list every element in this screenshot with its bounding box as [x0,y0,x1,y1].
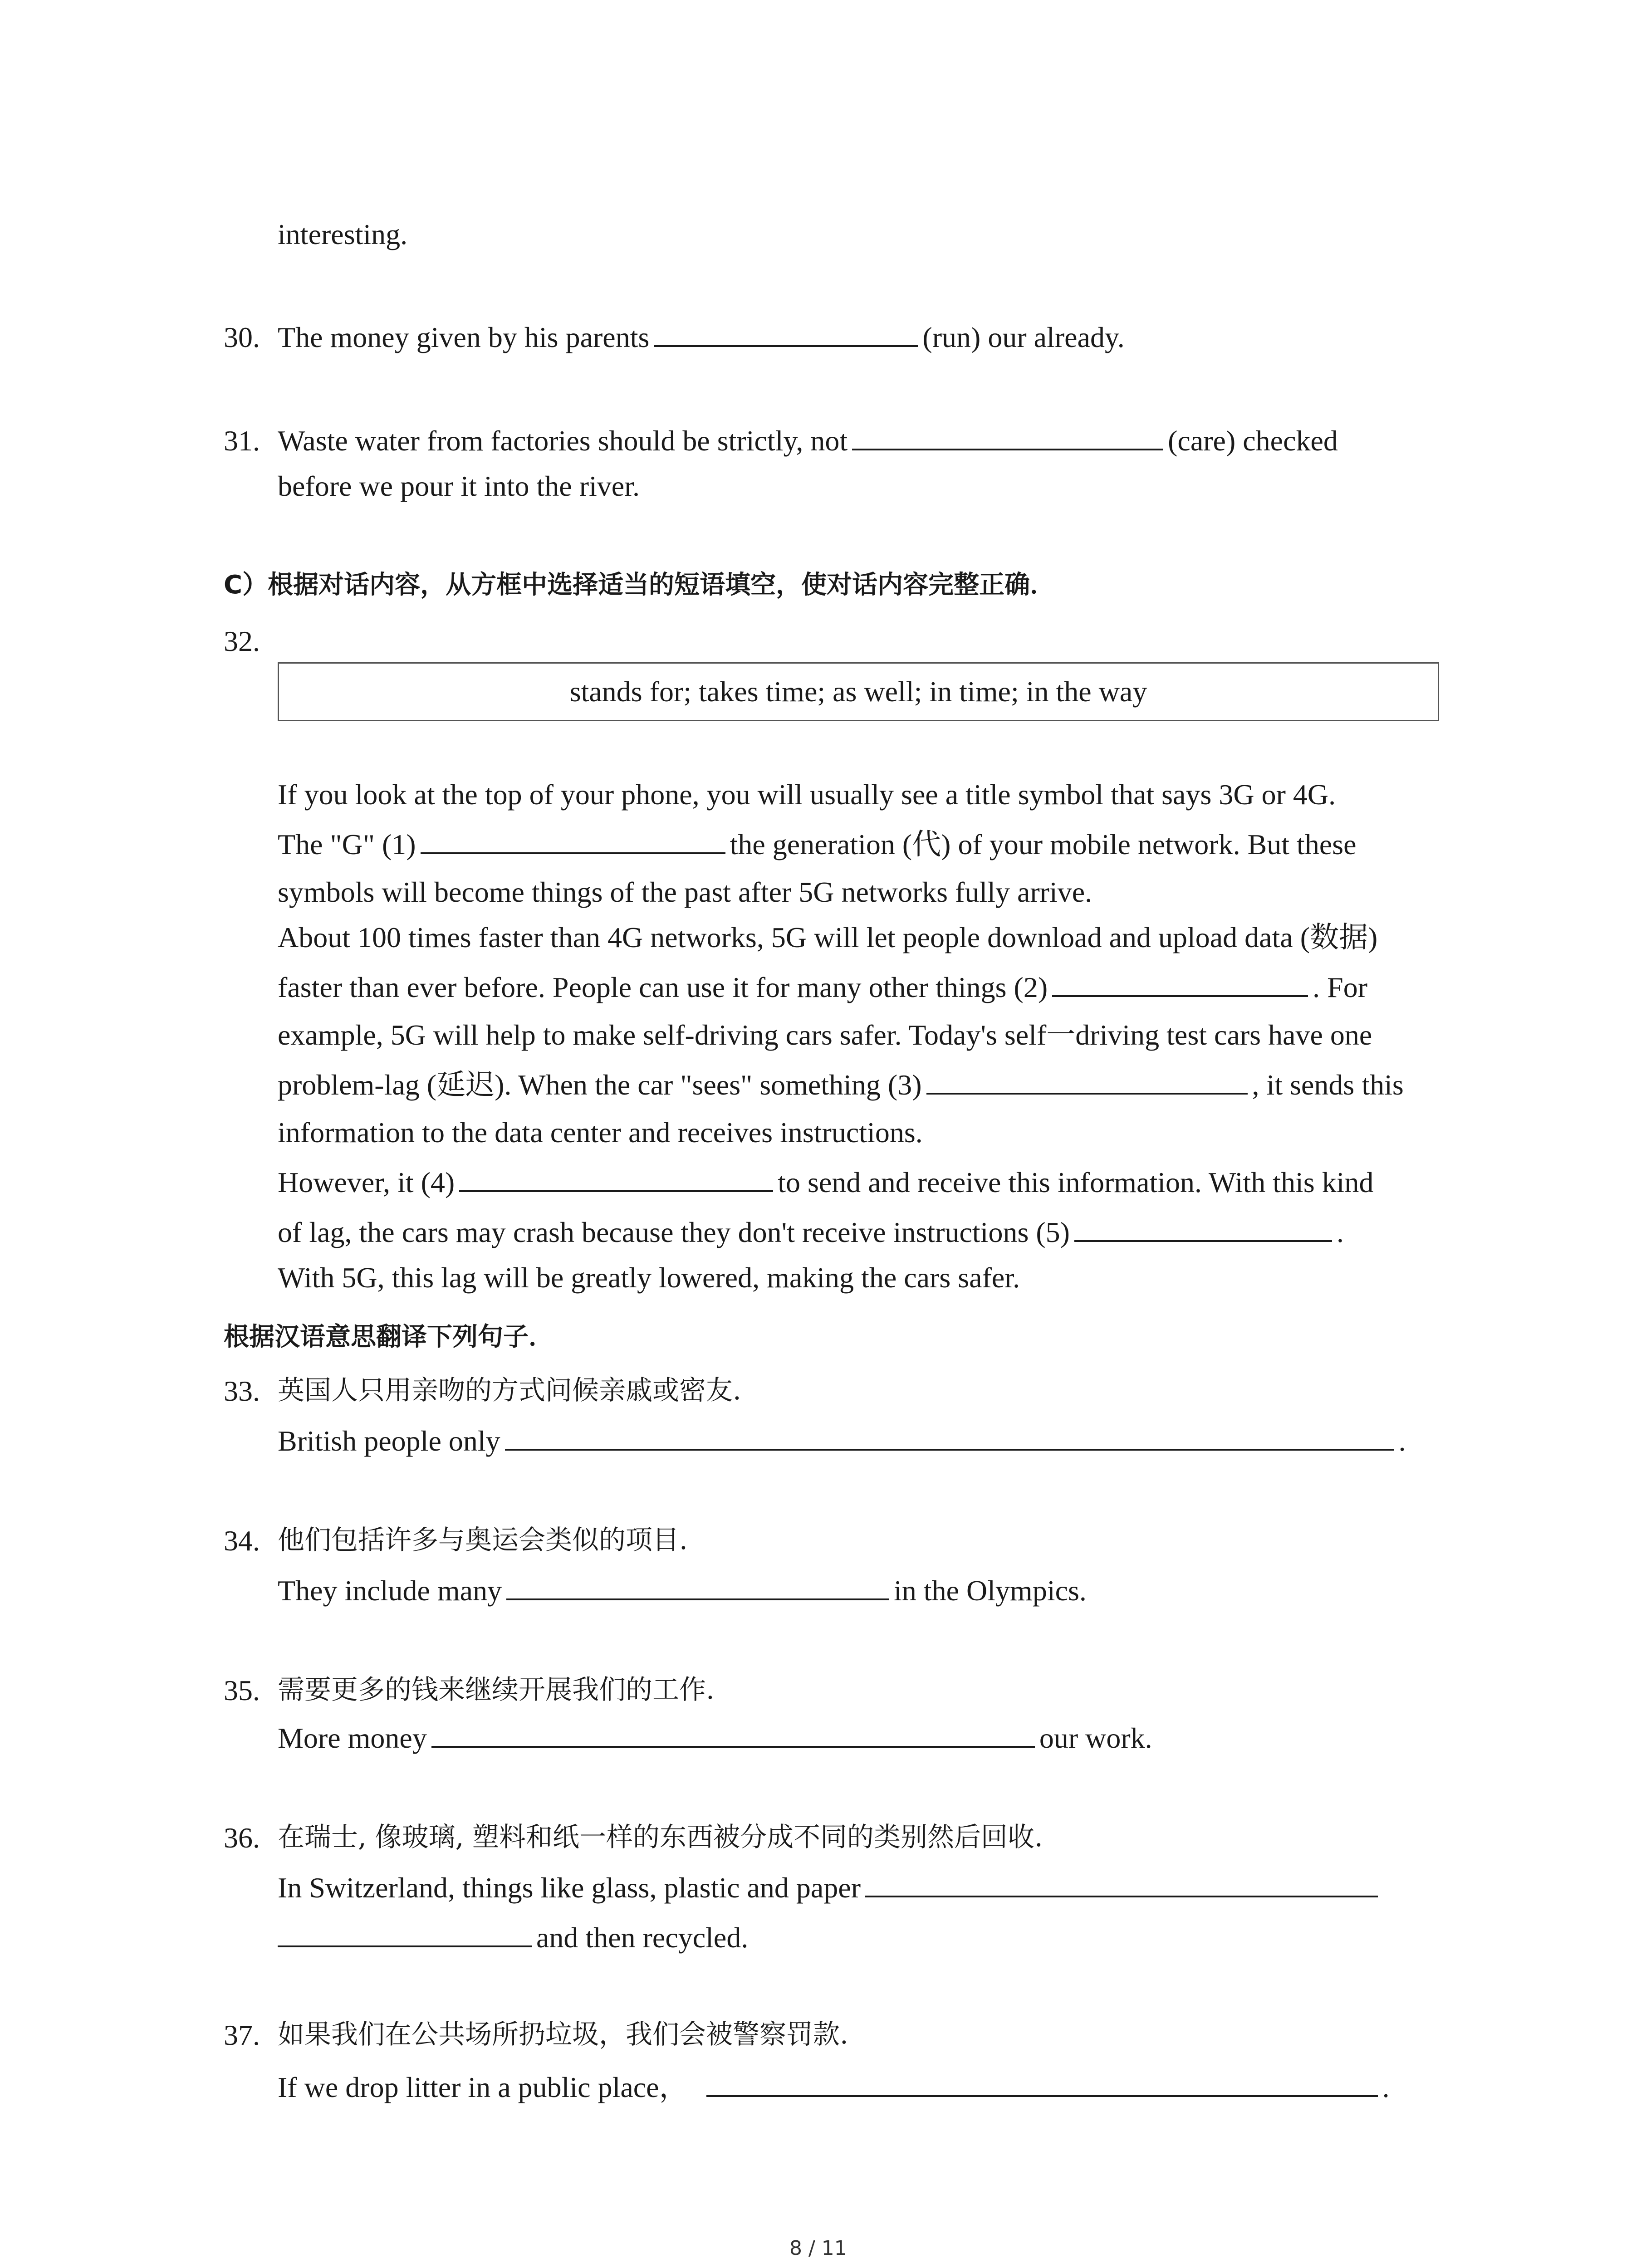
passage-l2-after: the generation (代) of your mobile network. But these [730,828,1357,860]
q35-blank[interactable] [431,1745,1035,1748]
page-number: 8 / 11 [789,2237,847,2260]
q37-number: 37. [224,2019,260,2051]
q31-blank[interactable] [852,448,1163,450]
passage-l2-before: The "G" (1) [278,828,416,860]
q35-after: our work. [1039,1722,1152,1754]
q31-number: 31. [224,425,260,457]
q29-tail: interesting. [278,218,408,250]
blank-3[interactable] [926,1092,1248,1095]
q37-chinese: 如果我们在公共场所扔垃圾，我们会被警察罚款. [278,2019,848,2050]
q33-blank[interactable] [505,1448,1394,1451]
q34-after: in the Olympics. [894,1574,1087,1607]
passage-line-7 [278,1070,1404,1100]
q33-sentence [278,1427,1406,1456]
q36-chinese: 在瑞士, 像玻璃, 塑料和纸一样的东西被分成不同的类别然后回收. [278,1821,1043,1853]
q30-blank[interactable] [654,345,918,347]
q32-number: 32. [224,625,260,657]
section-c-heading: C）根据对话内容，从方框中选择适当的短语填空，使对话内容完整正确． [224,570,1056,600]
passage-l9-before: However, it (4) [278,1166,455,1198]
q34-chinese: 他们包括许多与奥运会类似的项目. [278,1524,688,1555]
passage-line-11: With 5G, this lag will be greatly lowered, making the cars safer. [278,1261,1020,1294]
passage-line-5 [278,973,1367,1002]
q34-blank[interactable] [506,1598,889,1600]
q31-sentence [278,426,1338,455]
passage-l7-after: , it sends this [1252,1069,1404,1101]
q35-sentence [278,1724,1152,1753]
word-box [278,662,1439,721]
q35-chinese: 需要更多的钱来继续开展我们的工作. [278,1674,715,1705]
q30-number: 30. [224,321,260,353]
q36-blank-b[interactable] [278,1945,532,1947]
passage-l9-after: to send and receive this information. With this kind [778,1166,1374,1198]
q31-line2: before we pour it into the river. [278,470,640,502]
q36-sentence [278,1873,1382,1902]
passage-line-3: symbols will become things of the past after 5G networks fully arrive. [278,876,1092,908]
passage-line-6: example, 5G will help to make self-driving cars safer. Today's self一driving test cars have one [278,1019,1372,1051]
q35-before: More money [278,1722,427,1754]
passage-line-9 [278,1168,1374,1197]
passage-line-1: If you look at the top of your phone, you will usually see a title symbol that says 3G or 4G. [278,778,1336,811]
q36-blank-a[interactable] [865,1895,1378,1897]
q36-number: 36. [224,1822,260,1854]
passage-l10-before: of lag, the cars may crash because they don't receive instructions (5) [278,1216,1070,1248]
q37-before: If we drop litter in a public place， [278,2071,688,2103]
passage-line-10 [278,1218,1344,1247]
blank-1[interactable] [421,852,725,854]
blank-5[interactable] [1074,1240,1332,1242]
blank-4[interactable] [459,1190,773,1192]
passage-l7-before: problem-lag (延迟). When the car "sees" something (3) [278,1069,922,1101]
q33-before: British people only [278,1425,500,1457]
q31-after: (care) checked [1168,425,1338,457]
word-box-options: stands for; takes time; as well; in time; in the way [569,675,1147,708]
passage-l5-before: faster than ever before. People can use it for many other things (2) [278,971,1048,1003]
q30-after: (run) our already. [922,321,1125,353]
q34-number: 34. [224,1525,260,1557]
q33-number: 33. [224,1375,260,1407]
passage-line-2 [278,830,1357,859]
passage-l10-after: . [1336,1216,1344,1248]
q33-chinese: 英国人只用亲吻的方式问候亲戚或密友. [278,1374,741,1406]
q34-before: They include many [278,1574,502,1607]
section-translation-heading: 根据汉语意思翻译下列句子． [224,1322,554,1352]
q36-line2 [278,1923,748,1952]
q37-blank[interactable] [706,2095,1378,2097]
q36-before: In Switzerland, things like glass, plastic and paper [278,1872,861,1904]
q37-sentence [278,2073,1390,2102]
passage-line-4: About 100 times faster than 4G networks, 5G will let people download and upload data (数据) [278,921,1378,953]
q30-sentence [278,323,1125,352]
q35-number: 35. [224,1674,260,1706]
q36-after: and then recycled. [536,1921,749,1954]
passage-l5-after: . For [1313,971,1368,1003]
q33-after: . [1398,1425,1406,1457]
q30-before: The money given by his parents [278,321,650,353]
q37-after: . [1382,2071,1390,2103]
q34-sentence [278,1576,1087,1605]
blank-2[interactable] [1052,995,1308,997]
passage-line-8: information to the data center and receives instructions. [278,1116,923,1149]
q31-before: Waste water from factories should be strictly, not [278,425,848,457]
